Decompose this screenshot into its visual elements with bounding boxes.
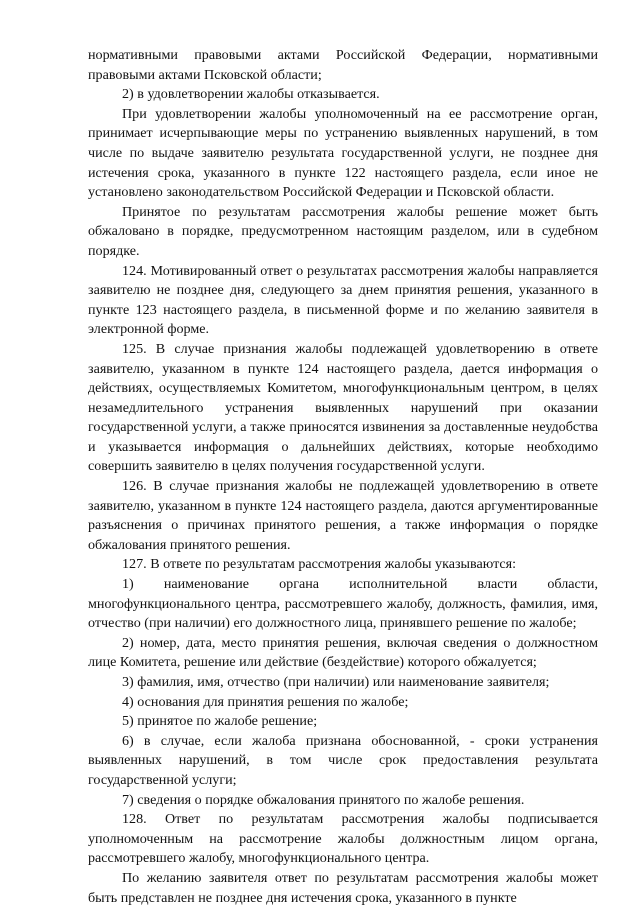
paragraph-127: 127. В ответе по результатам рассмотрения жалобы указываются: bbox=[122, 556, 517, 573]
paragraph-3: При удовлетворении жалобы уполномоченный на ее рассмотрение орган, принимает исчерпывающие меры по устранению выявленных нарушений, в том числе по выдаче заявителю результата государственной услуги, не позднее дня истечения срока, указанного в пункте 122 настоящего раздела, если иное не установлено законодательством Российской Федерации и Псковской области. bbox=[88, 105, 598, 201]
paragraph-1: нормативными правовыми актами Российской Федерации, нормативными правовыми актами Псковской области; bbox=[88, 47, 598, 83]
paragraph-128: 128. Ответ по результатам рассмотрения жалобы подписывается уполномоченным на рассмотрение жалобы должностным лицом органа, рассмотревшего жалобу, многофункционального центра. bbox=[88, 811, 598, 867]
list-item-3: 3) фамилия, имя, отчество (при наличии) или наименование заявителя; bbox=[122, 674, 550, 690]
paragraph-2: 2) в удовлетворении жалобы отказывается. bbox=[122, 86, 380, 103]
paragraph-final: По желанию заявителя ответ по результатам рассмотрения жалобы может быть представлен не позднее дня истечения срока, указанного в пункте bbox=[88, 869, 598, 906]
list-item-4: 4) основания для принятия решения по жалобе; bbox=[122, 693, 409, 710]
list-item-1: 1) наименование органа исполнительной власти области, многофункционального центра, рассмотревшего жалобу, должность, фамилия, имя, отчество (при наличии) его должностного лица, принявшего решение по жалобе; bbox=[88, 576, 598, 632]
paragraph-126: 126. В случае признания жалобы не подлежащей удовлетворению в ответе заявителю, указанном в пункте 124 настоящего раздела, даются аргументированные разъяснения о причинах принятого решения, а также информация о порядке обжалования принятого решения. bbox=[88, 478, 598, 553]
paragraph-124: 124. Мотивированный ответ о результатах рассмотрения жалобы направляется заявителю не позднее дня, следующего за днем принятия решения, указанного в пункте 123 настоящего раздела, в письменной форме и по желанию заявителя в электронной форме. bbox=[88, 262, 598, 338]
paragraph-4: Принятое по результатам рассмотрения жалобы решение может быть обжаловано в порядке, предусмотренном настоящим разделом, или в судебном порядке. bbox=[88, 203, 598, 259]
list-item-2: 2) номер, дата, место принятия решения, включая сведения о должностном лице Комитета, решение или действие (бездействие) которого обжалуется; bbox=[88, 634, 598, 671]
document-body bbox=[88, 46, 598, 908]
list-item-5: 5) принятое по жалобе решение; bbox=[122, 713, 318, 730]
paragraph-125: 125. В случае признания жалобы подлежащей удовлетворению в ответе заявителю, указанном в пункте 124 настоящего раздела, дается информация о действиях, осуществляемых Комитетом, многофункциональным центром, в целях незамедлительного устранения выявленных нарушений при оказании государственной услуги, а также приносятся извинения за доставленные неудобства и указывается информация о дальнейших действиях, которые необходимо совершить заявителю в целях получения государственной услуги. bbox=[88, 340, 598, 475]
list-item-6: 6) в случае, если жалоба признана обоснованной, - сроки устранения выявленных нарушений, в том числе срок предоставления результата государственной услуги; bbox=[88, 732, 598, 788]
list-item-7: 7) сведения о порядке обжалования принятого по жалобе решения. bbox=[122, 791, 525, 808]
